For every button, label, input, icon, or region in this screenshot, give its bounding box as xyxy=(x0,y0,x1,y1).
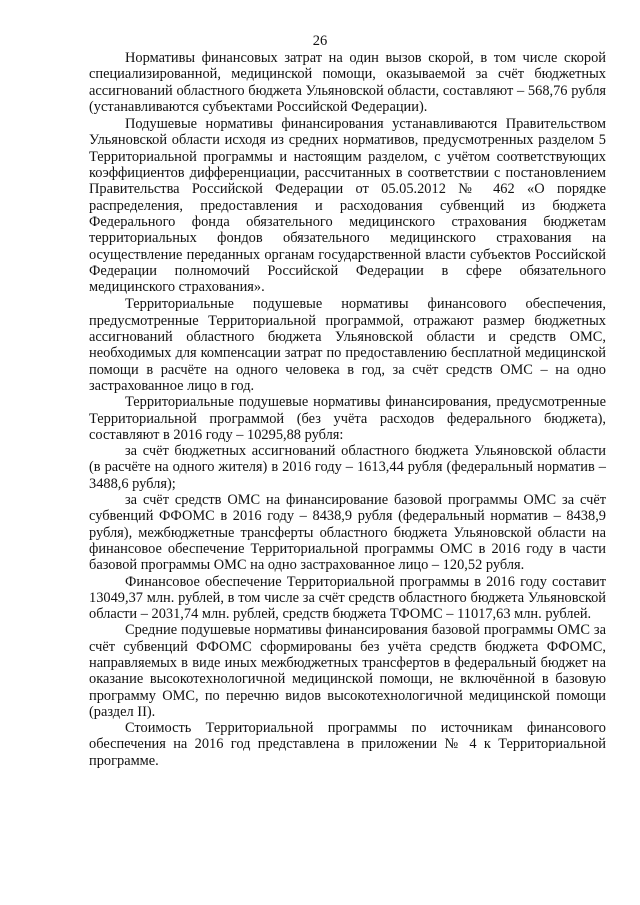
paragraph-per-capita-norms: Подушевые нормативы финансирования устанавливаются Правительством Ульяновской области исходя из средних нормативов, предусмотренных разделом 5 Территориальной программы и настоящим разделом, с учётом соответствующих коэффициентов дифференциации, рассчитанных в соответствии с постановлением Правительства Российской Федерации от 05.05.2012 № 462 «О порядке распределения, предоставления и расходования субвенций из бюджета Федерального фонда обязательного медицинского страхования бюджетам территориальных фондов обязательного медицинского страхования на осуществление переданных органам государственной власти субъектов Российской Федерации полномочий Российской Федерации в сфере обязательного медицинского страхования». xyxy=(89,116,606,296)
paragraph-ambulance-cost: Нормативы финансовых затрат на один вызов скорой, в том числе скорой специализированной, медицинской помощи, оказываемой за счёт бюджетных ассигнований областного бюджета Ульяновской области, составляют – 568,76 рубля (устанавливаются субъектами Российской Федерации). xyxy=(89,50,606,115)
paragraph-regional-budget: за счёт бюджетных ассигнований областного бюджета Ульяновской области (в расчёте на одного жителя) в 2016 году – 1613,44 рубля (федеральный норматив – 3488,6 рубля); xyxy=(89,443,606,492)
document-body xyxy=(89,50,606,769)
paragraph-oms-funds: за счёт средств ОМС на финансирование базовой программы ОМС за счёт субвенций ФФОМС в 2016 году – 8438,9 рубля (федеральный норматив – 8438,9 рубля), межбюджетные трансферты областного бюджета Ульяновской области на финансовое обеспечение Территориальной программы ОМС в 2016 году в части базовой программы ОМС на одно застрахованное лицо – 120,52 рубля. xyxy=(89,492,606,574)
paragraph-norms-2016: Территориальные подушевые нормативы финансирования, предусмотренные Территориальной программой (без учёта расходов федерального бюджета), составляют в 2016 году – 10295,88 рубля: xyxy=(89,394,606,443)
paragraph-territorial-norms: Территориальные подушевые нормативы финансового обеспечения, предусмотренные Территориальной программой, отражают размер бюджетных ассигнований областного бюджета Ульяновской области и средств ОМС, необходимых для компенсации затрат по предоставлению бесплатной медицинской помощи в расчёте на одного человека в год, за счёт средств ОМС – на одно застрахованное лицо в год. xyxy=(89,296,606,394)
paragraph-financial-support: Финансовое обеспечение Территориальной программы в 2016 году составит 13049,37 млн. рублей, в том числе за счёт средств областного бюджета Ульяновской области – 2031,74 млн. рублей, средств бюджета ТФОМС – 11017,63 млн. рублей. xyxy=(89,573,606,623)
page-number: 26 xyxy=(312,33,328,49)
paragraph-average-norms: Средние подушевые нормативы финансирования базовой программы ОМС за счёт субвенций ФФОМС сформированы без учёта средств бюджета ФФОМС, направляемых в виде иных межбюджетных трансфертов в федеральный бюджет на оказание высокотехнологичной медицинской помощи, не включённой в базовую программу ОМС, по перечню видов высокотехнологичной медицинской помощи (раздел II). xyxy=(89,622,606,720)
paragraph-program-cost: Стоимость Территориальной программы по источникам финансового обеспечения на 2016 год представлена в приложении № 4 к Территориальной программе. xyxy=(89,720,606,769)
